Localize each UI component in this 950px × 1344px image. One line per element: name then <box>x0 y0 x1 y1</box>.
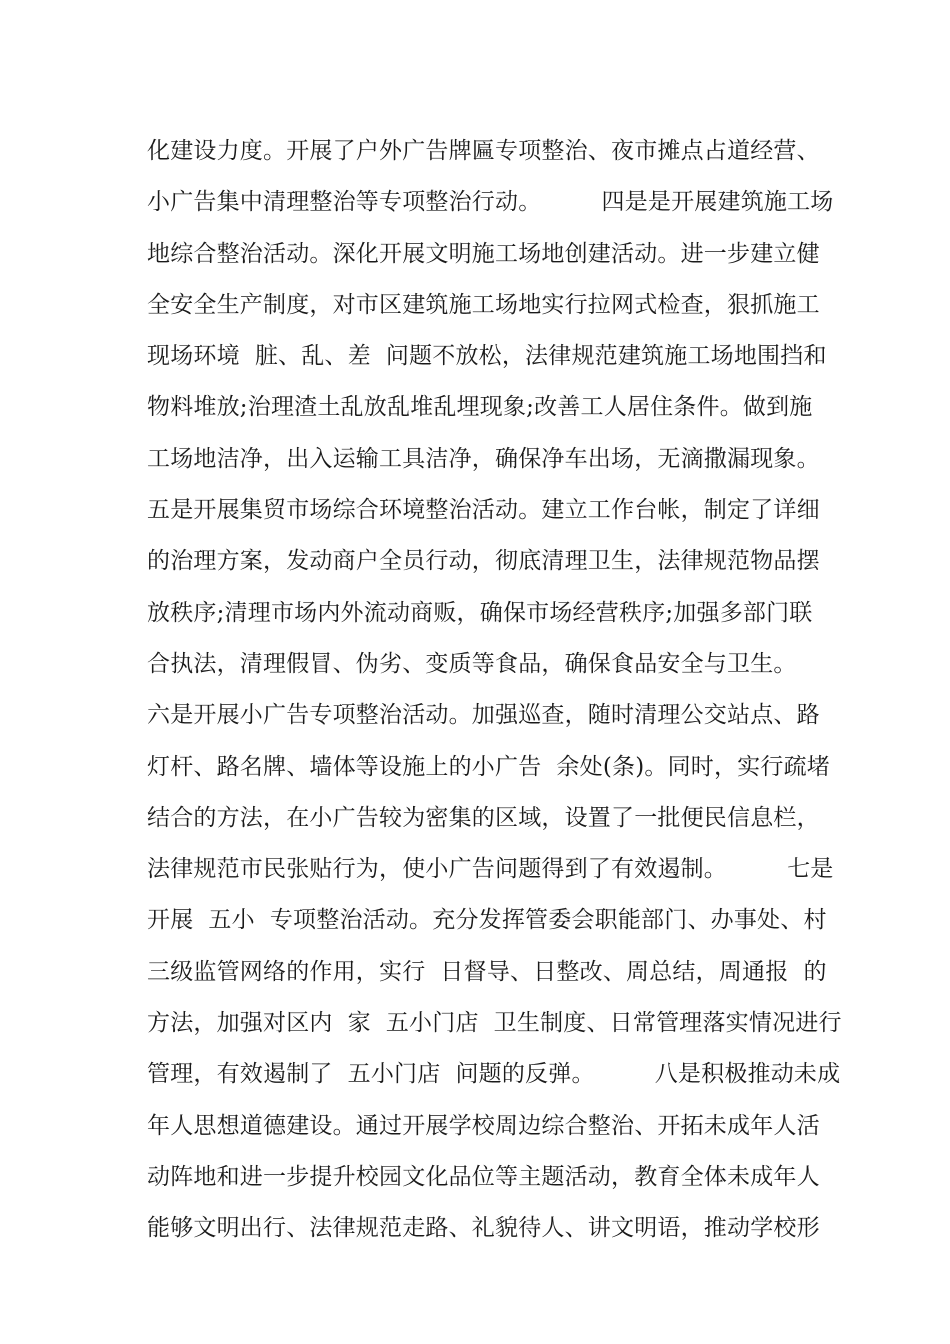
text-line: 三级监管网络的作用，实行 日督导、日整改、周总结，周通报 的 <box>147 958 827 985</box>
text-line: 法律规范市民张贴行为，使小广告问题得到了有效遏制。 七是 <box>147 856 834 883</box>
text-line: 地综合整治活动。深化开展文明施工场地创建活动。进一步建立健 <box>147 240 820 267</box>
text-line: 动阵地和进一步提升校园文化品位等主题活动，教育全体未成年人 <box>147 1163 820 1190</box>
text-line: 合执法，清理假冒、伪劣、变质等食品，确保食品安全与卫生。 <box>147 650 797 677</box>
body-text <box>147 126 842 1255</box>
text-line: 放秩序;清理市场内外流动商贩，确保市场经营秩序;加强多部门联 <box>147 599 813 626</box>
text-line: 灯杆、路名牌、墙体等设施上的小广告 余处(条)。同时，实行疏堵 <box>147 753 830 780</box>
text-line: 结合的方法，在小广告较为密集的区域，设置了一批便民信息栏， <box>147 804 820 831</box>
text-line: 现场环境 脏、乱、差 问题不放松，法律规范建筑施工场地围挡和 <box>147 343 827 370</box>
text-line: 物料堆放;治理渣土乱放乱堆乱埋现象;改善工人居住条件。做到施 <box>147 394 813 421</box>
text-line: 化建设力度。开展了户外广告牌匾专项整治、夜市摊点占道经营、 <box>147 138 820 164</box>
text-line: 小广告集中清理整治等专项整治行动。 四是是开展建筑施工场 <box>147 189 834 216</box>
text-line: 工场地洁净，出入运输工具洁净，确保净车出场，无滴撒漏现象。 <box>147 445 820 472</box>
text-line: 方法，加强对区内 家 五小门店 卫生制度、日常管理落实情况进行 <box>147 1010 842 1037</box>
text-line: 能够文明出行、法律规范走路、礼貌待人、讲文明语，推动学校形 <box>147 1215 820 1242</box>
text-line: 全安全生产制度，对市区建筑施工场地实行拉网式检查，狠抓施工 <box>147 291 820 318</box>
text-line: 开展 五小 专项整治活动。充分发挥管委会职能部门、办事处、村 <box>147 907 827 934</box>
text-line: 年人思想道德建设。通过开展学校周边综合整治、开拓未成年人活 <box>147 1112 820 1139</box>
text-line: 五是开展集贸市场综合环境整治活动。建立工作台帐，制定了详细 <box>147 497 820 524</box>
text-line: 管理，有效遏制了 五小门店 问题的反弹。 八是积极推动未成 <box>147 1061 841 1088</box>
text-line: 六是开展小广告专项整治活动。加强巡查，随时清理公交站点、路 <box>147 702 820 729</box>
text-line: 的治理方案，发动商户全员行动，彻底清理卫生，法律规范物品摆 <box>147 548 820 575</box>
